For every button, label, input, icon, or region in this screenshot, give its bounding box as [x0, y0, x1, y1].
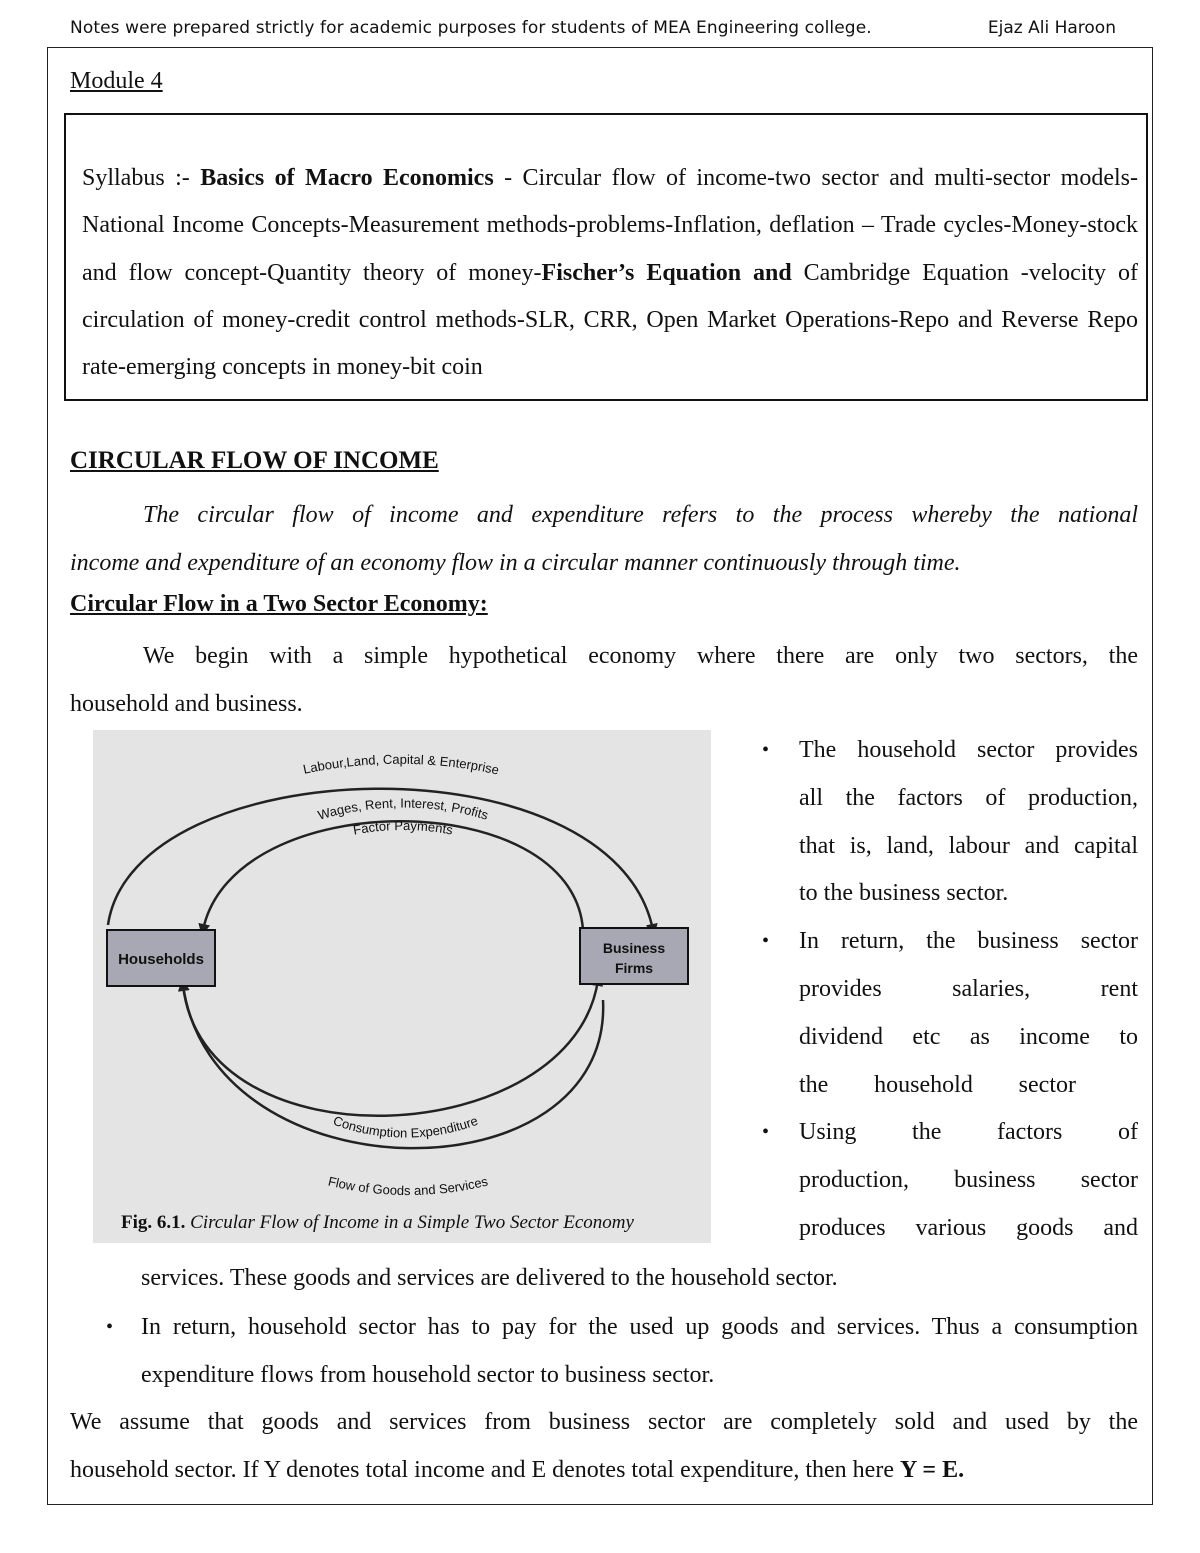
subsection-title: Circular Flow in a Two Sector Economy:: [70, 591, 488, 617]
business-label-1: Business: [602, 940, 666, 956]
bullet-production-continued: services. These goods and services are delivered to the household sector.: [141, 1265, 838, 1291]
intro-paragraph: [70, 633, 1138, 728]
circular-flow-figure: [93, 730, 711, 1243]
bullet-dot: •: [762, 739, 770, 761]
bullet-line: production, business sector: [799, 1167, 1138, 1194]
syllabus-body-b: Cambridge Equation -velocity of circulation of money-credit control methods-SLR, CRR, Open Market Operations-Repo and Reverse Repo rate-emerging concepts in money-bit coin: [82, 259, 1138, 381]
bullet-consumption-text: In return, household sector has to pay for the used up goods and services. Thus a consumption expenditure flows from household sector to business sector.: [141, 1314, 1138, 1388]
header-note: Notes were prepared strictly for academic purposes for students of MEA Engineering college.: [70, 18, 872, 38]
definition-line-1: The circular flow of income and expenditure refers to the process whereby the national: [143, 502, 1138, 528]
intro-line-1: We begin with a simple hypothetical economy where there are only two sectors, the: [143, 643, 1138, 669]
business-label-2: Firms: [614, 960, 654, 976]
figure-caption: [121, 1212, 635, 1233]
bullet-line: the household sector: [799, 1071, 1076, 1098]
bullet-household: [760, 727, 1138, 918]
outer-bottom-arc: [183, 985, 603, 1148]
bullet-line: Using the factors of: [799, 1119, 1138, 1146]
header-author: Ejaz Ali Haroon: [987, 18, 1116, 38]
bullet-line: The household sector provides: [799, 737, 1138, 763]
bullet-column: [760, 727, 1138, 1253]
bullet-dot: •: [762, 930, 770, 953]
bullet-dot: •: [762, 1121, 770, 1144]
label-goods-services-path: Flow of Goods and Services: [326, 1173, 490, 1199]
label-consumption: [331, 1113, 480, 1141]
definition-paragraph: [70, 492, 1138, 587]
module-title: Module 4: [70, 68, 163, 94]
closing-line-1: We assume that goods and services from business sector are completely sold and used by the: [70, 1409, 1138, 1435]
syllabus-text: [82, 155, 1138, 391]
label-labour-land: [302, 752, 501, 778]
syllabus-equation: Fischer’s Equation and: [541, 259, 792, 286]
syllabus-topic: Basics of Macro Economics: [200, 165, 494, 191]
label-factor-payments: [352, 818, 455, 838]
syllabus-prefix: Syllabus :-: [82, 165, 201, 191]
label-goods-services: [327, 1173, 490, 1198]
bullet-line: dividend etc as income to: [799, 1023, 1138, 1050]
intro-line-2: household and business.: [70, 690, 303, 717]
inner-bottom-arc: [183, 980, 598, 1116]
label-consumption-path: Consumption Expenditure: [331, 1112, 480, 1141]
closing-equation: Y = E.: [899, 1457, 965, 1483]
bullet-line: provides salaries, rent: [799, 975, 1138, 1002]
closing-line-2: household sector. If Y denotes total income and E denotes total expenditure, then here: [70, 1457, 900, 1483]
section-title: CIRCULAR FLOW OF INCOME: [70, 447, 439, 474]
syllabus-body-a: - Circular flow of income-two sector and multi-sector models- National Income Concepts-Measurement methods-problems-Inflation, deflation – Trade cycles-Money-stock and flow concept-Quantity theory of money-: [82, 165, 1138, 286]
page-header: [70, 14, 1116, 44]
bullet-line: to the business sector.: [799, 880, 1009, 907]
closing-paragraph: [70, 1398, 1138, 1494]
bullet-line: In return, the business sector: [799, 928, 1138, 955]
bullet-line: all the factors of production,: [799, 784, 1138, 811]
caption-number: Fig. 6.1.: [121, 1212, 186, 1233]
caption-text: Circular Flow of Income in a Simple Two Sector Economy: [185, 1212, 634, 1233]
bullet-dot: •: [106, 1316, 114, 1338]
label-labour-land-path: Labour,Land, Capital & Enterprise: [301, 751, 501, 778]
households-label: Households: [118, 951, 204, 968]
bullet-business: [760, 918, 1138, 1109]
bullet-line: that is, land, labour and capital: [799, 832, 1138, 859]
label-factor-payments-path: Factor Payments: [351, 817, 455, 838]
definition-line-2: income and expenditure of an economy flow in a circular manner continuously through time.: [70, 549, 961, 576]
circular-flow-diagram: [93, 730, 711, 1243]
bullet-production: [760, 1109, 1138, 1252]
inner-top-arc: [203, 821, 583, 930]
label-wages-rent-path: Wages, Rent, Interest, Profits: [316, 795, 491, 823]
bullet-line: produces various goods and: [799, 1214, 1138, 1241]
